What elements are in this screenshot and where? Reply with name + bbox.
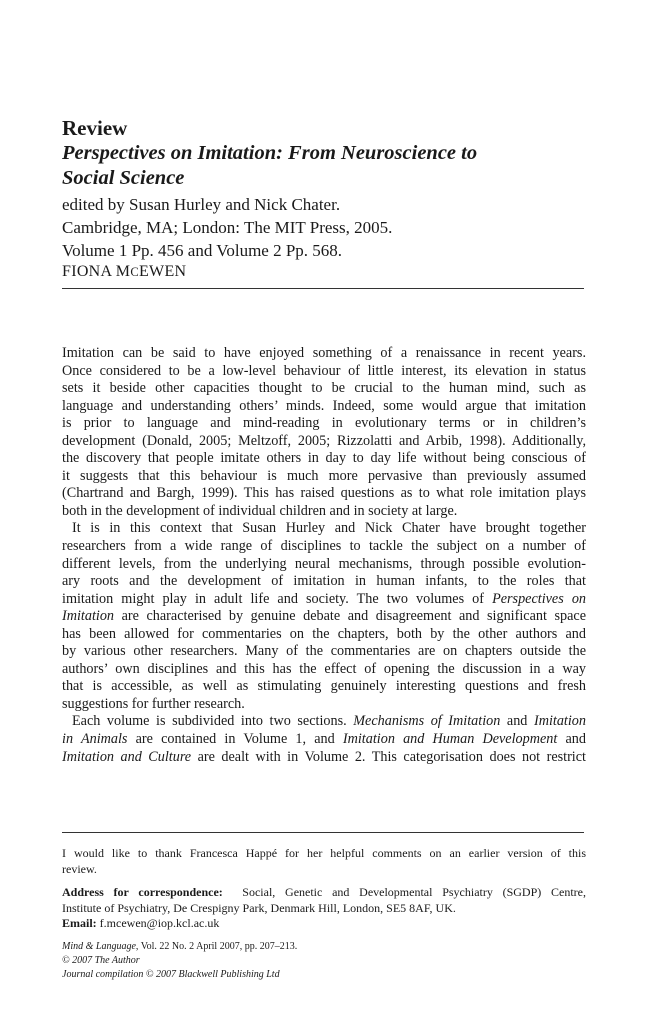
body-line [62, 345, 586, 363]
body-text: imitation might play in adult life and society. The two volumes of [62, 590, 493, 607]
footnote [62, 846, 586, 932]
body-text: it suggests that this behaviour is much more pervasive than previously assumed [62, 467, 586, 484]
book-title-line-2: Social Science [62, 167, 185, 189]
editors: edited by Susan Hurley and Nick Chater. [62, 195, 341, 214]
body-line [62, 626, 586, 644]
copyright: © 2007 The Author [62, 955, 140, 966]
body-text: the discovery that people imitate others in day to day life without being conscious of [62, 450, 586, 467]
journal-compilation: Journal compilation © 2007 Blackwell Publishing Ltd [62, 969, 280, 980]
footnote-rule [62, 832, 584, 833]
publisher: Cambridge, MA; London: The MIT Press, 2005. [62, 218, 393, 237]
body-text: sets it beside other capacities thought to be crucial to the human mind, such as [62, 380, 586, 397]
italic-title-text: Imitation [62, 608, 115, 625]
body-line [62, 573, 586, 591]
body-text: ary roots and the development of imitation in human infants, to the roles that [62, 573, 586, 590]
body-text: Once considered to be a low-level behaviour of little interest, its elevation in status [62, 362, 586, 379]
body-line [62, 661, 586, 679]
book-title-line-1: Perspectives on Imitation: From Neuroscience to [62, 142, 478, 164]
body-line [62, 415, 586, 433]
body-line [62, 520, 586, 538]
body-text: and [500, 713, 534, 730]
body-text: It is in this context that Susan Hurley and Nick Chater have brought together [72, 520, 586, 537]
body-line [62, 398, 586, 416]
journal-issue: , Vol. 22 No. 2 April 2007, pp. 207–213. [135, 941, 298, 952]
body-line [62, 538, 586, 556]
journal-info [62, 940, 297, 982]
body-text: Imitation can be said to have enjoyed something of a renaissance in recent years. [62, 345, 586, 361]
body-text: researchers from a wide range of disciplines to tackle the subject on a number of [62, 538, 586, 555]
body-text: and [557, 731, 586, 748]
italic-title-text: Imitation [533, 713, 586, 730]
review-body [62, 345, 586, 766]
body-line [62, 643, 586, 661]
body-line [62, 485, 586, 503]
body-text: development (Donald, 2005; Meltzoff, 2005; Rizzolatti and Arbib, 1998). Additionally, [62, 432, 586, 449]
italic-title-text: Perspectives on [492, 590, 587, 607]
italic-title-text: Imitation and Human Development [342, 731, 558, 748]
body-text: (Chartrand and Bargh, 1999). This has raised questions as to what role imitation plays [62, 485, 586, 502]
italic-title-text: in Animals [62, 731, 128, 748]
address-label: Address for correspondence: [62, 885, 223, 899]
email-link[interactable]: f.mcewen@iop.kcl.ac.uk [99, 916, 220, 930]
thanks-line: review. [62, 861, 97, 876]
body-line [62, 591, 586, 609]
volume-pages: Volume 1 Pp. 456 and Volume 2 Pp. 568. [62, 241, 343, 260]
body-line [62, 678, 586, 696]
reviewer-name [62, 263, 186, 281]
body-text: are contained in Volume 1, and [127, 731, 343, 748]
email-label: Email: [62, 916, 97, 930]
body-line [62, 608, 586, 626]
journal-name: Mind & Language [62, 941, 136, 952]
body-line [62, 433, 586, 451]
header-rule [62, 288, 584, 289]
body-line [62, 731, 586, 749]
body-text: has been allowed for commentaries on the chapters, both by the other authors and [62, 625, 586, 642]
body-line [62, 363, 586, 381]
body-text: both in the development of individual children and in society at large. [62, 502, 458, 519]
body-line [62, 749, 586, 767]
author-part: C [130, 265, 139, 279]
body-text: are dealt with in Volume 2. This categorisation does not restrict [191, 748, 586, 765]
body-line [62, 380, 586, 398]
body-line [62, 503, 586, 521]
author-part: FIONA M [62, 263, 131, 280]
address-line: Social, Genetic and Developmental Psychiatry (SGDP) Centre, [242, 885, 586, 899]
body-text: language and understanding others’ minds. Indeed, some would argue that imitation [62, 397, 586, 414]
body-line [62, 468, 586, 486]
body-text: different levels, from the underlying neural mechanisms, through possible evolution- [62, 555, 586, 572]
body-line [62, 713, 586, 731]
body-text: are characterised by genuine debate and disagreement and significant space [114, 608, 586, 625]
italic-title-text: Imitation and Culture [62, 748, 192, 765]
body-text: Each volume is subdivided into two sections. [72, 713, 354, 730]
italic-title-text: Mechanisms of Imitation [353, 713, 501, 730]
body-text: authors’ own disciplines and this has the effect of opening the discussion in a way [62, 660, 586, 677]
address-line: Institute of Psychiatry, De Crespigny Park, Denmark Hill, London, SE5 8AF, UK. [62, 900, 456, 915]
thanks-line: I would like to thank Francesca Happé for her helpful comments on an earlier version of this [62, 846, 586, 860]
body-line [62, 450, 586, 468]
body-line [62, 556, 586, 574]
body-text: that is accessible, as well as stimulating genuinely interesting questions and fresh [62, 678, 586, 695]
body-text: is prior to language and mind-reading in evolutionary terms or in children’s [62, 415, 586, 432]
section-label: Review [62, 116, 128, 140]
author-part: EWEN [138, 263, 187, 280]
body-text: suggestions for further research. [62, 695, 245, 712]
body-line [62, 696, 586, 714]
body-text: by various other researchers. Many of the commentaries are on chapters outside the [62, 643, 586, 660]
